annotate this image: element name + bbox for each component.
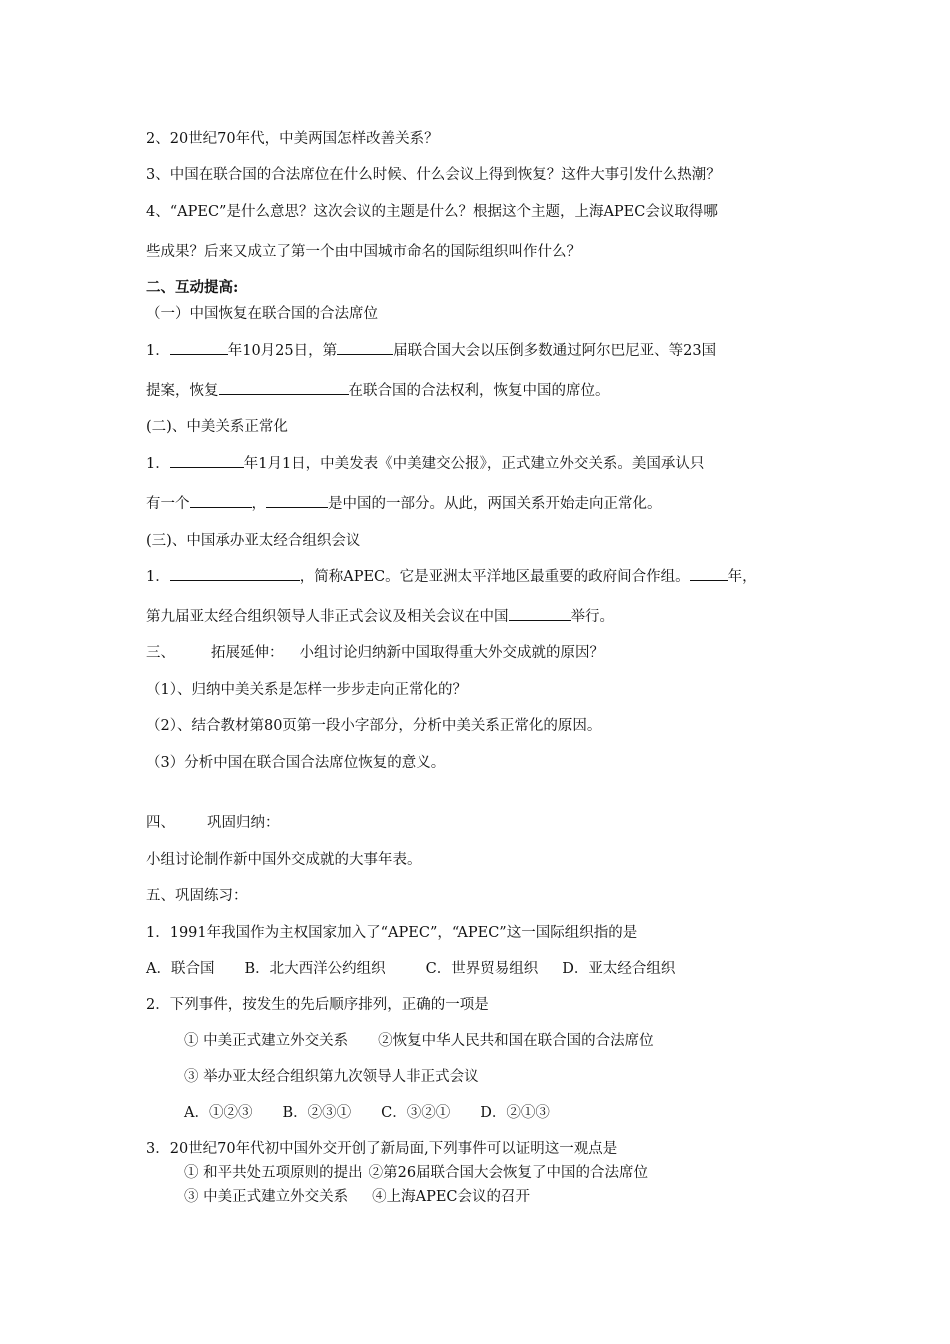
exercise-2-items-row-2: ③ 举办亚太经合组织第九次领导人非正式会议 [184,1069,479,1085]
question-2: 2、20世纪70年代，中美两国怎样改善关系？ [146,131,439,147]
section-4-title: 四、 巩固归纳： [146,815,280,831]
section-5-title: 五、巩固练习： [146,888,248,904]
option-b[interactable]: B．北大西洋公约组织 [244,961,386,977]
part-3-heading: (三)、中国承办亚太经合组织会议 [146,533,361,549]
option-c[interactable]: C．③②① [381,1105,451,1121]
exercise-3-items-row-1: ① 和平共处五项原则的提出 ②第26届联合国大会恢复了中国的合法席位 [184,1165,649,1181]
fill-blank[interactable] [190,493,252,508]
option-d[interactable]: D．②①③ [480,1105,550,1121]
item-number: 1． [146,569,170,585]
option-a[interactable]: A．联合国 [146,961,215,977]
item-number: 1． [146,343,170,359]
section-3-title: 三、 拓展延伸： 小组讨论归纳新中国取得重大外交成就的原因？ [146,645,604,661]
section-3-item-2: （2）、结合教材第80页第一段小字部分，分析中美关系正常化的原因。 [146,718,602,734]
fill-blank[interactable] [509,606,571,621]
exercise-3-items-row-2: ③ 中美正式建立外交关系 ④上海APEC会议的召开 [184,1189,531,1205]
part-2-line-2: 有一个 ， 是中国的一部分。从此，两国关系开始走向正常化。 [146,492,662,513]
option-b[interactable]: B．②③① [282,1105,352,1121]
fill-blank[interactable] [170,453,244,468]
question-4-line-2: 些成果？后来又成立了第一个由中国城市命名的国际组织叫作什么？ [146,244,581,260]
option-a[interactable]: A．①②③ [184,1105,253,1121]
section-2-title: 二、互动提高: [146,279,239,296]
exercise-1-options [146,957,675,978]
part-1-line-1: 1． 年10月25日，第 届联合国大会以压倒多数通过阿尔巴尼亚、等23国 [146,339,716,360]
exercise-2-options [184,1101,550,1122]
fill-blank[interactable] [170,340,228,355]
part-2-heading: (二)、中美关系正常化 [146,419,288,435]
part-3-line-1: 1． ，简称APEC。它是亚洲太平洋地区最重要的政府间合作组。 年， [146,565,757,586]
part-1-heading: （一）中国恢复在联合国的合法席位 [146,306,378,322]
fill-blank[interactable] [690,566,728,581]
section-3-item-3: （3）分析中国在联合国合法席位恢复的意义。 [146,755,446,771]
exercise-2-items-row-1: ① 中美正式建立外交关系 ②恢复中华人民共和国在联合国的合法席位 [184,1033,654,1049]
section-4-desc: 小组讨论制作新中国外交成就的大事年表。 [146,852,422,868]
fill-blank[interactable] [219,380,349,395]
fill-blank[interactable] [337,340,393,355]
part-1-line-2: 提案，恢复 在联合国的合法权利，恢复中国的席位。 [146,379,610,400]
question-4-line-1: 4、“APEC”是什么意思？这次会议的主题是什么？根据这个主题，上海APEC会议取得哪 [146,204,718,220]
part-2-line-1: 1． 年1月1日，中美发表《中美建交公报》，正式建立外交关系。美国承认只 [146,452,704,473]
option-c[interactable]: C．世界贸易组织 [425,961,539,977]
exercise-3-stem: 3．20世纪70年代初中国外交开创了新局面,下列事件可以证明这一观点是 [146,1141,618,1157]
fill-blank[interactable] [170,566,300,581]
fill-blank[interactable] [266,493,328,508]
question-3: 3、中国在联合国的合法席位在什么时候、什么会议上得到恢复？这件大事引发什么热潮？ [146,167,721,183]
exercise-2-stem: 2．下列事件，按发生的先后顺序排列，正确的一项是 [146,997,489,1013]
option-d[interactable]: D．亚太经合组织 [562,961,676,977]
item-number: 1． [146,456,170,472]
exercise-1-stem: 1．1991年我国作为主权国家加入了“APEC”，“APEC”这一国际组织指的是 [146,925,638,941]
part-3-line-2: 第九届亚太经合组织领导人非正式会议及相关会议在中国 举行。 [146,605,614,626]
section-3-item-1: （1）、归纳中美关系是怎样一步步走向正常化的？ [146,682,467,698]
